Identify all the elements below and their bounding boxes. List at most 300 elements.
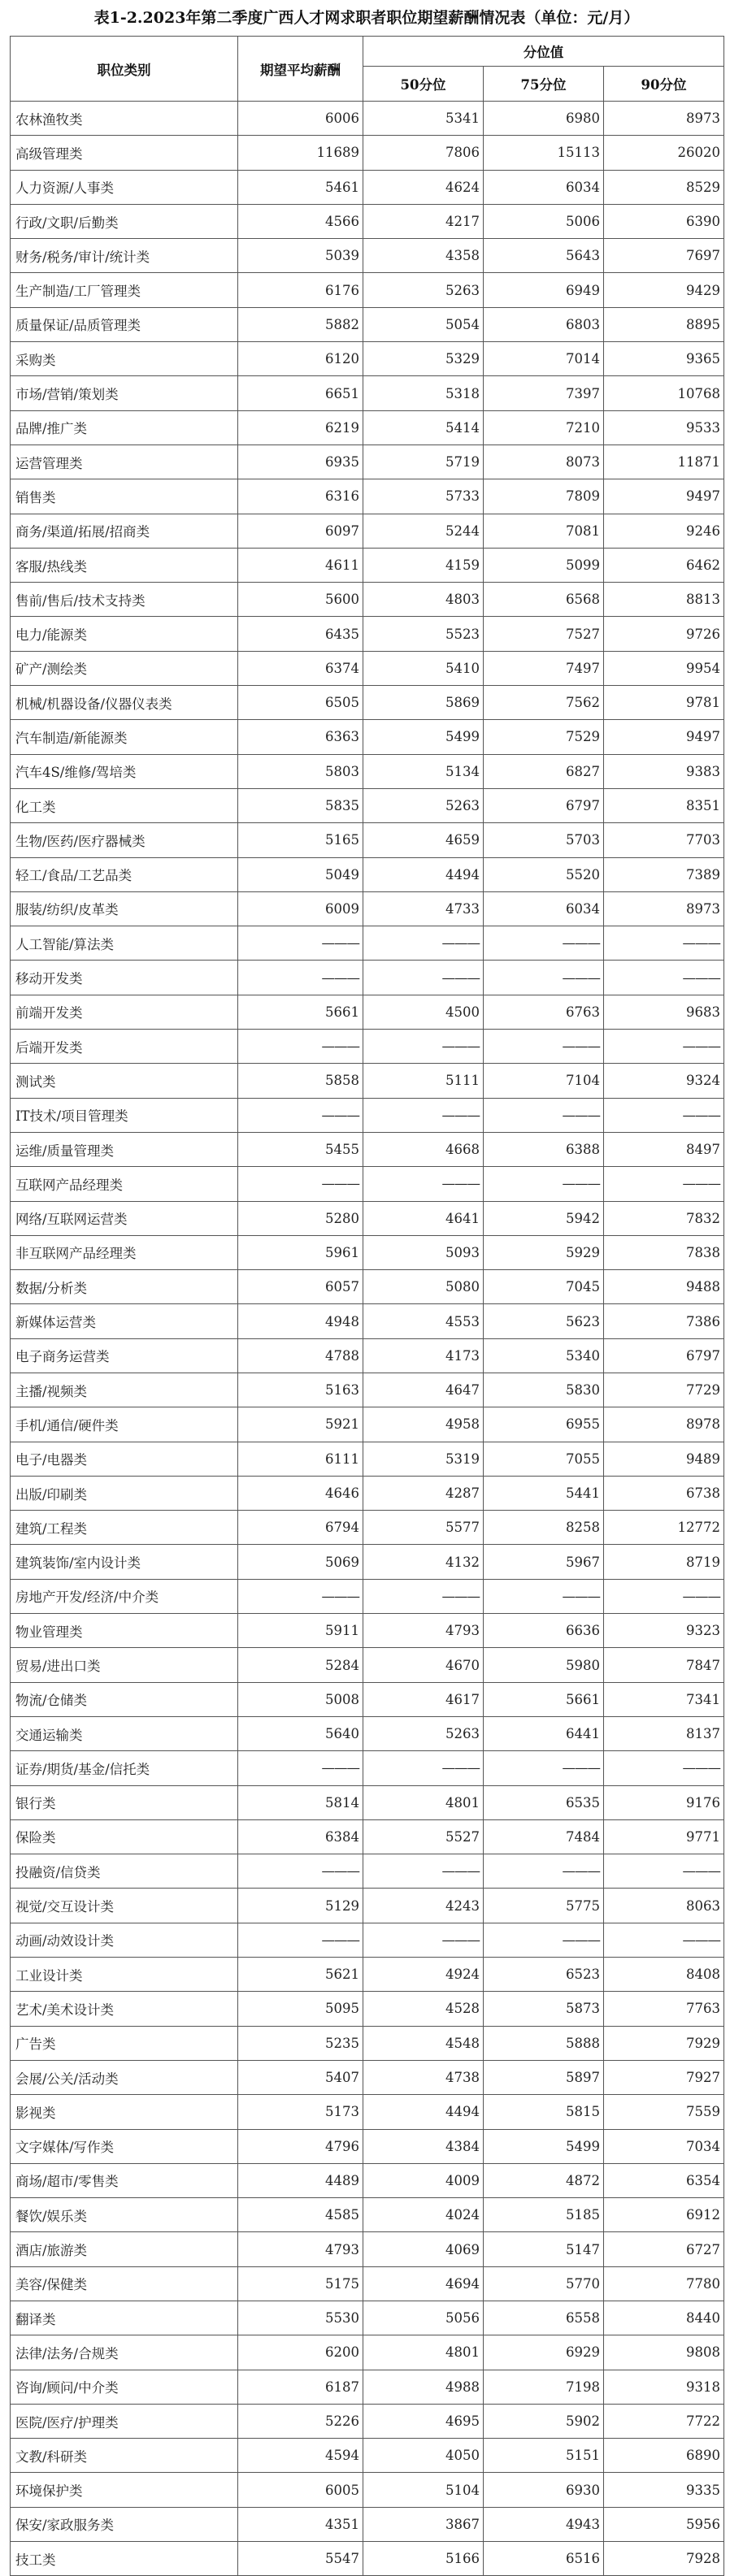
- avg-salary-cell: 5858: [238, 1064, 363, 1098]
- p50-cell: 4924: [363, 1958, 484, 1992]
- table-row: [11, 2163, 724, 2197]
- category-cell: 汽车4S/维修/驾培类: [11, 754, 238, 788]
- avg-salary-cell: 5280: [238, 1201, 363, 1235]
- table-row: [11, 583, 724, 617]
- category-cell: 酒店/旅游类: [11, 2232, 238, 2266]
- p90-cell: 9429: [604, 273, 724, 307]
- p90-cell: 7729: [604, 1373, 724, 1407]
- p75-cell: 5520: [484, 857, 604, 891]
- p50-cell: ———: [363, 1098, 484, 1132]
- p50-cell: 5056: [363, 2301, 484, 2335]
- avg-salary-cell: 5835: [238, 788, 363, 822]
- p90-cell: 9365: [604, 342, 724, 376]
- p50-cell: 5263: [363, 788, 484, 822]
- avg-salary-cell: 5814: [238, 1785, 363, 1819]
- p75-cell: 6930: [484, 2473, 604, 2507]
- avg-salary-cell: 4566: [238, 204, 363, 238]
- table-row: [11, 1785, 724, 1819]
- table-row: [11, 823, 724, 857]
- avg-salary-cell: 5284: [238, 1648, 363, 1682]
- table-header: [11, 37, 724, 102]
- p90-cell: ———: [604, 1923, 724, 1957]
- p50-cell: 5341: [363, 102, 484, 136]
- document-page: [10, 0, 723, 2576]
- table-row: [11, 136, 724, 170]
- avg-salary-cell: 5600: [238, 583, 363, 617]
- p50-cell: 4173: [363, 1338, 484, 1373]
- p50-cell: 5414: [363, 410, 484, 445]
- p90-cell: 8973: [604, 891, 724, 926]
- p50-cell: 5054: [363, 307, 484, 341]
- p75-cell: 6980: [484, 102, 604, 136]
- table-row: [11, 1889, 724, 1923]
- p75-cell: 4943: [484, 2507, 604, 2541]
- p90-cell: 7838: [604, 1235, 724, 1269]
- category-cell: 后端开发类: [11, 1030, 238, 1064]
- avg-salary-cell: 5911: [238, 1614, 363, 1648]
- p50-cell: 4553: [363, 1304, 484, 1338]
- p90-cell: 8719: [604, 1545, 724, 1579]
- p50-cell: 4801: [363, 2335, 484, 2370]
- table-row: [11, 2370, 724, 2404]
- p75-cell: 6388: [484, 1132, 604, 1166]
- p50-cell: 4243: [363, 1889, 484, 1923]
- p50-cell: 4624: [363, 170, 484, 204]
- p50-cell: 4500: [363, 995, 484, 1029]
- p90-cell: 9246: [604, 514, 724, 548]
- p75-cell: 5499: [484, 2129, 604, 2163]
- avg-salary-cell: 5175: [238, 2266, 363, 2301]
- category-cell: 餐饮/娱乐类: [11, 2198, 238, 2232]
- avg-salary-cell: ———: [238, 1167, 363, 1201]
- category-cell: 出版/印刷类: [11, 1476, 238, 1510]
- p90-cell: 6390: [604, 204, 724, 238]
- avg-salary-cell: 5095: [238, 1992, 363, 2026]
- avg-salary-cell: 4646: [238, 1476, 363, 1510]
- avg-salary-cell: 4585: [238, 2198, 363, 2232]
- p75-cell: 7809: [484, 479, 604, 514]
- p75-cell: ———: [484, 1751, 604, 1785]
- p75-cell: 6558: [484, 2301, 604, 2335]
- category-cell: 互联网产品经理类: [11, 1167, 238, 1201]
- avg-salary-cell: 4793: [238, 2232, 363, 2266]
- p50-cell: 5499: [363, 720, 484, 754]
- p50-cell: 4803: [363, 583, 484, 617]
- p50-cell: ———: [363, 1923, 484, 1957]
- p75-cell: 7198: [484, 2370, 604, 2404]
- p50-cell: 4670: [363, 1648, 484, 1682]
- avg-salary-cell: 4788: [238, 1338, 363, 1373]
- p50-cell: 4494: [363, 857, 484, 891]
- table-row: [11, 2060, 724, 2094]
- table-row: [11, 273, 724, 307]
- p90-cell: 8813: [604, 583, 724, 617]
- p75-cell: 5623: [484, 1304, 604, 1338]
- avg-salary-cell: 4796: [238, 2129, 363, 2163]
- table-row: [11, 1923, 724, 1957]
- avg-salary-cell: 6935: [238, 445, 363, 479]
- avg-salary-cell: 6505: [238, 686, 363, 720]
- p50-cell: 5080: [363, 1270, 484, 1304]
- p50-cell: ———: [363, 1579, 484, 1613]
- category-cell: 电力/能源类: [11, 617, 238, 651]
- category-cell: 服装/纺织/皮革类: [11, 891, 238, 926]
- avg-salary-cell: 6384: [238, 1819, 363, 1854]
- avg-salary-cell: 5173: [238, 2095, 363, 2129]
- table-row: [11, 2232, 724, 2266]
- p75-cell: 5775: [484, 1889, 604, 1923]
- p50-cell: ———: [363, 1751, 484, 1785]
- p50-cell: 5244: [363, 514, 484, 548]
- p50-cell: ———: [363, 1030, 484, 1064]
- table-row: [11, 754, 724, 788]
- p90-cell: 9323: [604, 1614, 724, 1648]
- table-row: [11, 891, 724, 926]
- p90-cell: 8137: [604, 1716, 724, 1750]
- category-cell: 电子/电器类: [11, 1442, 238, 1476]
- category-cell: 品牌/推广类: [11, 410, 238, 445]
- avg-salary-cell: 5921: [238, 1407, 363, 1442]
- category-cell: 销售类: [11, 479, 238, 514]
- category-cell: 投融资/信贷类: [11, 1854, 238, 1889]
- avg-salary-cell: 6111: [238, 1442, 363, 1476]
- avg-salary-cell: 5803: [238, 754, 363, 788]
- p75-cell: 6803: [484, 307, 604, 341]
- table-row: [11, 307, 724, 341]
- avg-salary-cell: 6435: [238, 617, 363, 651]
- avg-salary-cell: 6187: [238, 2370, 363, 2404]
- category-cell: 贸易/进出口类: [11, 1648, 238, 1682]
- table-row: [11, 102, 724, 136]
- p90-cell: 7697: [604, 239, 724, 273]
- p90-cell: 7341: [604, 1682, 724, 1716]
- p75-cell: 5643: [484, 239, 604, 273]
- p50-cell: 4733: [363, 891, 484, 926]
- p75-cell: 4872: [484, 2163, 604, 2197]
- p75-cell: 5967: [484, 1545, 604, 1579]
- p90-cell: 7928: [604, 2542, 724, 2576]
- p50-cell: 4659: [363, 823, 484, 857]
- p50-cell: 4988: [363, 2370, 484, 2404]
- p75-cell: 5340: [484, 1338, 604, 1373]
- p75-cell: 6929: [484, 2335, 604, 2370]
- p75-cell: 6636: [484, 1614, 604, 1648]
- p75-cell: 7014: [484, 342, 604, 376]
- p75-cell: 7081: [484, 514, 604, 548]
- p90-cell: 8973: [604, 102, 724, 136]
- avg-salary-cell: 6374: [238, 651, 363, 685]
- category-cell: 化工类: [11, 788, 238, 822]
- category-cell: 采购类: [11, 342, 238, 376]
- p50-cell: 5166: [363, 2542, 484, 2576]
- p90-cell: 6912: [604, 2198, 724, 2232]
- avg-salary-cell: 6794: [238, 1511, 363, 1545]
- avg-salary-cell: ———: [238, 1751, 363, 1785]
- p50-cell: 4548: [363, 2026, 484, 2060]
- avg-salary-cell: 5621: [238, 1958, 363, 1992]
- table-row: [11, 445, 724, 479]
- category-cell: 矿产/测绘类: [11, 651, 238, 685]
- p75-cell: 7562: [484, 686, 604, 720]
- avg-salary-cell: 5530: [238, 2301, 363, 2335]
- p90-cell: 7703: [604, 823, 724, 857]
- header-p50: 50分位: [363, 67, 484, 102]
- p75-cell: ———: [484, 1167, 604, 1201]
- p90-cell: 12772: [604, 1511, 724, 1545]
- table-row: [11, 926, 724, 961]
- p90-cell: 9771: [604, 1819, 724, 1854]
- avg-salary-cell: 6219: [238, 410, 363, 445]
- p75-cell: 7497: [484, 651, 604, 685]
- table-row: [11, 2335, 724, 2370]
- category-cell: 翻译类: [11, 2301, 238, 2335]
- avg-salary-cell: 4351: [238, 2507, 363, 2541]
- p75-cell: 6523: [484, 1958, 604, 1992]
- p75-cell: 5815: [484, 2095, 604, 2129]
- category-cell: 建筑装饰/室内设计类: [11, 1545, 238, 1579]
- p50-cell: 5318: [363, 376, 484, 410]
- p50-cell: 4132: [363, 1545, 484, 1579]
- avg-salary-cell: 6200: [238, 2335, 363, 2370]
- table-row: [11, 1201, 724, 1235]
- p75-cell: 6034: [484, 170, 604, 204]
- p50-cell: ———: [363, 926, 484, 961]
- avg-salary-cell: 5461: [238, 170, 363, 204]
- p90-cell: 6738: [604, 1476, 724, 1510]
- p50-cell: 5527: [363, 1819, 484, 1854]
- category-cell: 文字媒体/写作类: [11, 2129, 238, 2163]
- avg-salary-cell: 6176: [238, 273, 363, 307]
- p50-cell: 4050: [363, 2439, 484, 2473]
- table-row: [11, 2473, 724, 2507]
- p90-cell: 9324: [604, 1064, 724, 1098]
- avg-salary-cell: 5129: [238, 1889, 363, 1923]
- category-cell: 生产制造/工厂管理类: [11, 273, 238, 307]
- p75-cell: 15113: [484, 136, 604, 170]
- p90-cell: 9683: [604, 995, 724, 1029]
- table-row: [11, 514, 724, 548]
- p50-cell: 4494: [363, 2095, 484, 2129]
- p90-cell: ———: [604, 961, 724, 995]
- category-cell: 移动开发类: [11, 961, 238, 995]
- p75-cell: 7529: [484, 720, 604, 754]
- table-row: [11, 788, 724, 822]
- category-cell: 视觉/交互设计类: [11, 1889, 238, 1923]
- p50-cell: 5134: [363, 754, 484, 788]
- p90-cell: 9176: [604, 1785, 724, 1819]
- table-row: [11, 410, 724, 445]
- p75-cell: 5980: [484, 1648, 604, 1682]
- avg-salary-cell: 5163: [238, 1373, 363, 1407]
- p50-cell: 4694: [363, 2266, 484, 2301]
- table-row: [11, 995, 724, 1029]
- table-body: [11, 102, 724, 2576]
- p90-cell: 7389: [604, 857, 724, 891]
- avg-salary-cell: ———: [238, 961, 363, 995]
- p75-cell: 6827: [484, 754, 604, 788]
- p75-cell: 6441: [484, 1716, 604, 1750]
- table-row: [11, 961, 724, 995]
- header-p75: 75分位: [484, 67, 604, 102]
- avg-salary-cell: 6009: [238, 891, 363, 926]
- p90-cell: 5956: [604, 2507, 724, 2541]
- table-row: [11, 857, 724, 891]
- p50-cell: 4668: [363, 1132, 484, 1166]
- table-row: [11, 1545, 724, 1579]
- category-cell: 轻工/食品/工艺品类: [11, 857, 238, 891]
- avg-salary-cell: ———: [238, 1854, 363, 1889]
- category-cell: 会展/公关/活动类: [11, 2060, 238, 2094]
- table-row: [11, 2301, 724, 2335]
- avg-salary-cell: 4948: [238, 1304, 363, 1338]
- avg-salary-cell: 5407: [238, 2060, 363, 2094]
- category-cell: 人工智能/算法类: [11, 926, 238, 961]
- p50-cell: 7806: [363, 136, 484, 170]
- p90-cell: ———: [604, 926, 724, 961]
- category-cell: 行政/文职/后勤类: [11, 204, 238, 238]
- p90-cell: ———: [604, 1167, 724, 1201]
- table-row: [11, 342, 724, 376]
- table-row: [11, 1270, 724, 1304]
- p50-cell: 4024: [363, 2198, 484, 2232]
- p75-cell: 5873: [484, 1992, 604, 2026]
- p90-cell: 8440: [604, 2301, 724, 2335]
- p75-cell: 6955: [484, 1407, 604, 1442]
- p90-cell: 7386: [604, 1304, 724, 1338]
- p75-cell: 5830: [484, 1373, 604, 1407]
- table-row: [11, 2507, 724, 2541]
- table-row: [11, 1614, 724, 1648]
- p90-cell: 7034: [604, 2129, 724, 2163]
- avg-salary-cell: ———: [238, 1030, 363, 1064]
- category-cell: 手机/通信/硬件类: [11, 1407, 238, 1442]
- p75-cell: 5770: [484, 2266, 604, 2301]
- p50-cell: 4358: [363, 239, 484, 273]
- p90-cell: 9488: [604, 1270, 724, 1304]
- p75-cell: 6034: [484, 891, 604, 926]
- table-row: [11, 2129, 724, 2163]
- p75-cell: ———: [484, 1923, 604, 1957]
- p75-cell: 5185: [484, 2198, 604, 2232]
- avg-salary-cell: ———: [238, 1579, 363, 1613]
- avg-salary-cell: 5039: [238, 239, 363, 273]
- p90-cell: 6462: [604, 548, 724, 582]
- p90-cell: 9335: [604, 2473, 724, 2507]
- category-cell: 环境保护类: [11, 2473, 238, 2507]
- p50-cell: 4528: [363, 1992, 484, 2026]
- table-row: [11, 204, 724, 238]
- header-category: 职位类别: [11, 37, 238, 102]
- category-cell: 工业设计类: [11, 1958, 238, 1992]
- p50-cell: 5263: [363, 273, 484, 307]
- p75-cell: 7484: [484, 1819, 604, 1854]
- p50-cell: 4159: [363, 548, 484, 582]
- p75-cell: 5006: [484, 204, 604, 238]
- p90-cell: 26020: [604, 136, 724, 170]
- p75-cell: 6797: [484, 788, 604, 822]
- p90-cell: 6727: [604, 2232, 724, 2266]
- p75-cell: 5703: [484, 823, 604, 857]
- table-row: [11, 2026, 724, 2060]
- avg-salary-cell: ———: [238, 926, 363, 961]
- category-cell: 房地产开发/经济/中介类: [11, 1579, 238, 1613]
- p50-cell: 4738: [363, 2060, 484, 2094]
- p75-cell: 5661: [484, 1682, 604, 1716]
- category-cell: 咨询/顾问/中介类: [11, 2370, 238, 2404]
- table-row: [11, 1167, 724, 1201]
- table-title: 表1-2.2023年第二季度广西人才网求职者职位期望薪酬情况表（单位：元/月）: [93, 9, 640, 27]
- category-cell: 动画/动效设计类: [11, 1923, 238, 1957]
- header-quantile-group: 分位值: [363, 37, 724, 67]
- avg-salary-cell: 5961: [238, 1235, 363, 1269]
- p50-cell: 5104: [363, 2473, 484, 2507]
- table-row: [11, 1098, 724, 1132]
- p90-cell: 6797: [604, 1338, 724, 1373]
- p75-cell: 5441: [484, 1476, 604, 1510]
- table-row: [11, 2266, 724, 2301]
- p50-cell: 5111: [363, 1064, 484, 1098]
- p75-cell: 6568: [484, 583, 604, 617]
- p50-cell: 4641: [363, 1201, 484, 1235]
- header-avg-salary: 期望平均薪酬: [238, 37, 363, 102]
- category-cell: 前端开发类: [11, 995, 238, 1029]
- p75-cell: 5147: [484, 2232, 604, 2266]
- p90-cell: 8351: [604, 788, 724, 822]
- p50-cell: 4069: [363, 2232, 484, 2266]
- p50-cell: ———: [363, 961, 484, 995]
- p75-cell: 6535: [484, 1785, 604, 1819]
- p75-cell: ———: [484, 1854, 604, 1889]
- p90-cell: 8978: [604, 1407, 724, 1442]
- category-cell: 数据/分析类: [11, 1270, 238, 1304]
- table-row: [11, 1132, 724, 1166]
- avg-salary-cell: 5165: [238, 823, 363, 857]
- table-row: [11, 1442, 724, 1476]
- p50-cell: ———: [363, 1167, 484, 1201]
- table-row: [11, 548, 724, 582]
- p50-cell: 5329: [363, 342, 484, 376]
- p50-cell: 4617: [363, 1682, 484, 1716]
- p90-cell: ———: [604, 1751, 724, 1785]
- table-row: [11, 1958, 724, 1992]
- category-cell: 银行类: [11, 1785, 238, 1819]
- p75-cell: ———: [484, 926, 604, 961]
- p50-cell: 4695: [363, 2404, 484, 2438]
- avg-salary-cell: 5069: [238, 1545, 363, 1579]
- category-cell: 物流/仓储类: [11, 1682, 238, 1716]
- table-row: [11, 1338, 724, 1373]
- table-row: [11, 1511, 724, 1545]
- table-row: [11, 2095, 724, 2129]
- table-row: [11, 376, 724, 410]
- category-cell: 运维/质量管理类: [11, 1132, 238, 1166]
- category-cell: IT技术/项目管理类: [11, 1098, 238, 1132]
- avg-salary-cell: 5008: [238, 1682, 363, 1716]
- category-cell: 市场/营销/策划类: [11, 376, 238, 410]
- category-cell: 商场/超市/零售类: [11, 2163, 238, 2197]
- avg-salary-cell: 6057: [238, 1270, 363, 1304]
- table-row: [11, 1648, 724, 1682]
- p90-cell: 7722: [604, 2404, 724, 2438]
- p90-cell: 7763: [604, 1992, 724, 2026]
- p50-cell: 4801: [363, 1785, 484, 1819]
- avg-salary-cell: 6006: [238, 102, 363, 136]
- table-row: [11, 1235, 724, 1269]
- category-cell: 财务/税务/审计/统计类: [11, 239, 238, 273]
- avg-salary-cell: ———: [238, 1098, 363, 1132]
- p75-cell: 5942: [484, 1201, 604, 1235]
- category-cell: 技工类: [11, 2542, 238, 2576]
